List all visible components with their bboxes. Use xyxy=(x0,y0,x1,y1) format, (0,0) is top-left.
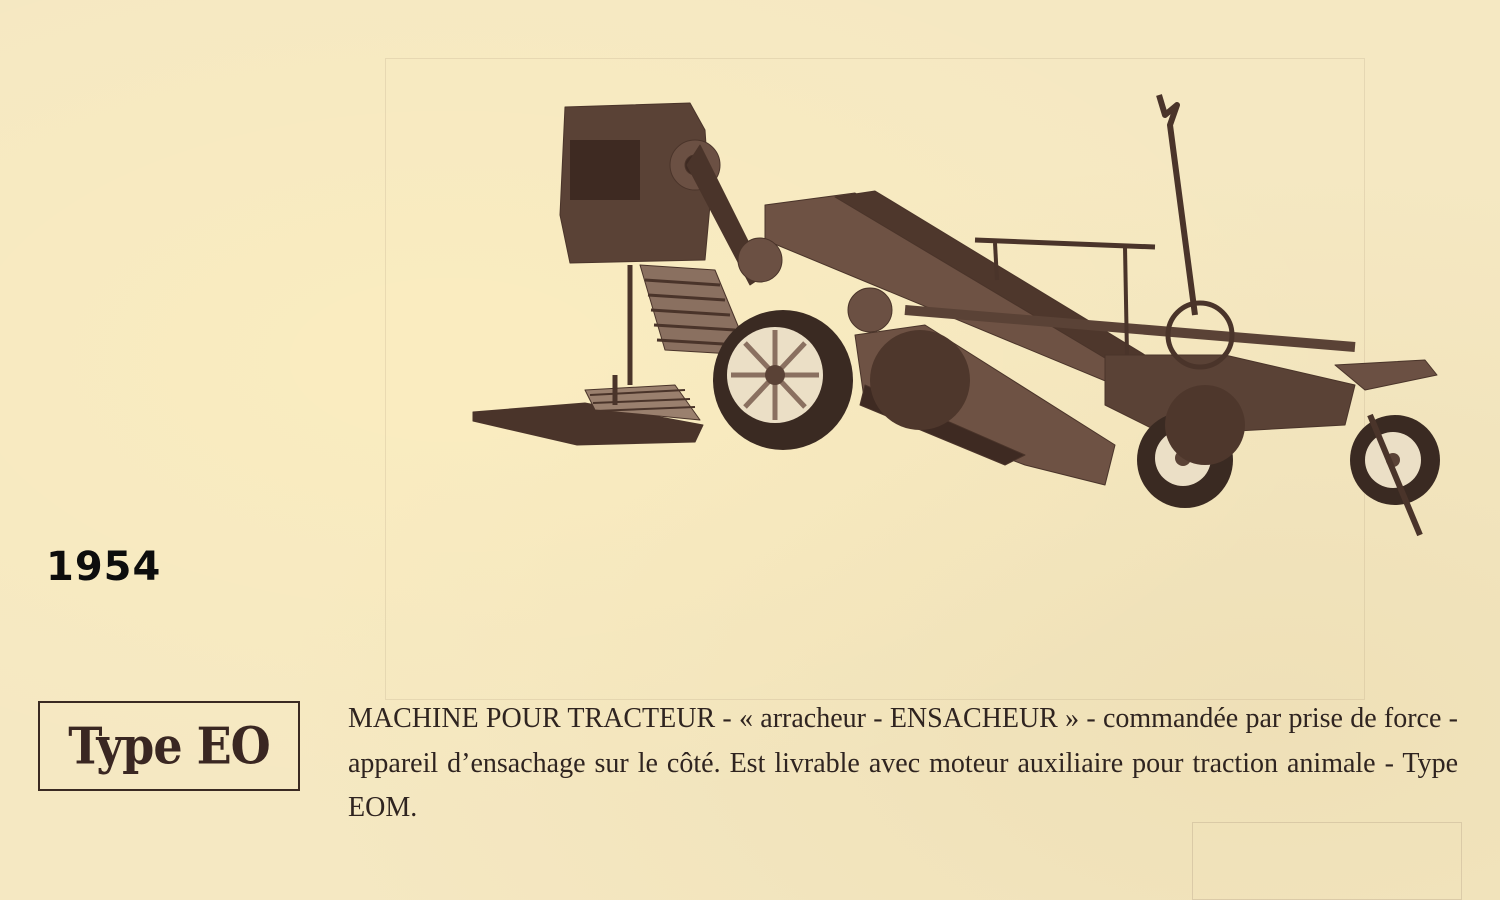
machine-description: MACHINE POUR TRACTEUR - « arracheur - ENSACHEUR » - commandée par prise de force - appareil d’ensachage sur le côté. Est livrable avec moteur auxiliaire pour traction animale - Type EOM. xyxy=(348,703,1458,823)
show-through-box xyxy=(1192,822,1462,900)
model-type-label: Type EO xyxy=(68,716,270,776)
large-wheel xyxy=(713,310,853,450)
model-type-box xyxy=(38,701,300,791)
harvester-machine-photo xyxy=(465,85,1455,570)
year-label: 1954 xyxy=(46,544,162,590)
